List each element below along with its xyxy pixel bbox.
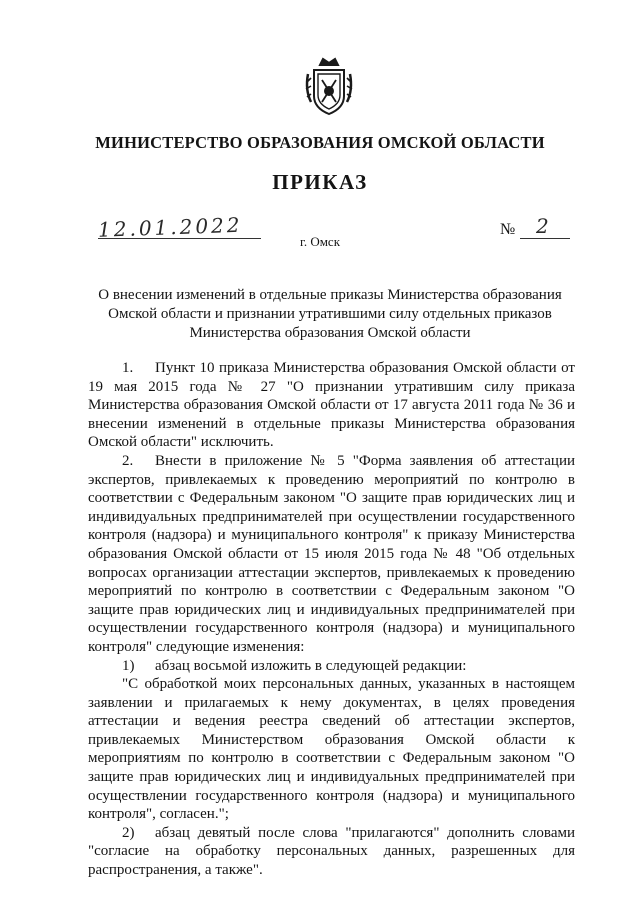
subparagraph-1: [88, 657, 575, 676]
paragraph-text: Внести в приложение № 5 "Форма заявления об аттестации экспертов, привлекаемых к проведению мероприятий по контролю в соответствии с Федеральным законом "О защите прав юридических лиц и индивидуальных предпринимателей при осуществлении государственного контроля (надзора) и муниципального контроля" к приказу Министерства образования Омской области от 15 июля 2015 года № 48 "Об отдельных вопросах организации аттестации экспертов, привлекаемых к проведению мероприятий по контролю в соответствии с Федеральным законом "О защите прав юридических лиц и индивидуальных предпринимателей при осуществлении государственного контроля (надзора) и муниципального контроля" следующие изменения:: [88, 452, 575, 655]
paragraph-text: "С обработкой моих персональных данных, указанных в настоящем заявлении и прилагаемых к нему документах, в целях проведения аттестации и ведения реестра сведений об аттестации экспертов, привлекаемых Министерством образования Омской области к мероприятиям по контролю в соответствии с Федеральным законом "О защите прав юридических лиц и индивидуальных предпринимателей при осуществлении государственного контроля (надзора) и муниципального контроля", согласен.";: [88, 676, 575, 823]
paragraph-2: [88, 452, 575, 657]
quoted-paragraph: [88, 675, 575, 824]
city: г. Омск: [299, 234, 341, 249]
order-date: 12.01.2022: [97, 212, 243, 242]
paragraph-number: 2): [122, 824, 135, 841]
paragraph-text: абзац восьмой изложить в следующей редакции:: [155, 657, 467, 674]
paragraph-text: Пункт 10 приказа Министерства образования Омской области от 19 мая 2015 года № 27 "О признании утратившим силу приказа Министерства образования Омской области от 17 августа 2011 года № 36 и внесении изменений в отдельные приказы Министерства образования Омской области" исключить.: [88, 360, 575, 451]
order-number: 2: [536, 214, 549, 238]
paragraph-number: 2.: [122, 452, 134, 469]
paragraph-1: [88, 359, 575, 452]
paragraph-text: абзац девятый после слова "прилагаются" дополнить словами "согласие на обработку персональных данных, разрешенных для распространения, а также".: [88, 824, 575, 879]
order-subject: О внесении изменений в отдельные приказы Министерства образования Омской области и признании утратившими силу отдельных приказов Министерства образования Омской области: [98, 287, 562, 341]
number-label: №: [500, 221, 516, 238]
paragraph-number: 1.: [122, 360, 134, 376]
order-body: [88, 359, 575, 880]
omsk-coat-of-arms-icon: [302, 56, 356, 118]
paragraph-number: 1): [122, 657, 135, 674]
ministry-name: МИНИСТЕРСТВО ОБРАЗОВАНИЯ ОМСКОЙ ОБЛАСТИ: [95, 133, 545, 152]
document-type: ПРИКАЗ: [272, 170, 368, 194]
subparagraph-2: [88, 824, 575, 880]
